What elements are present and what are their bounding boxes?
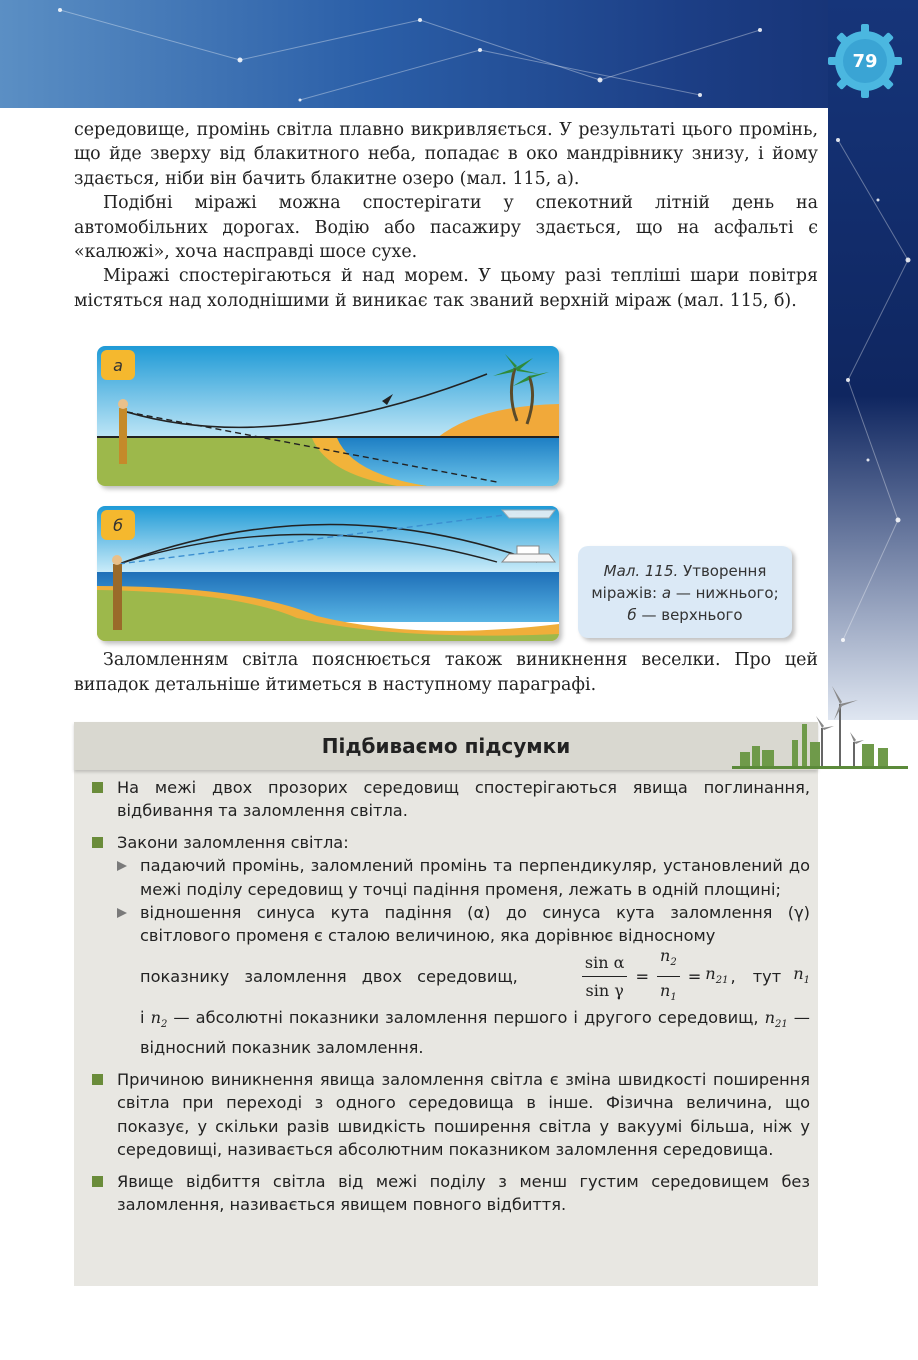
- figure-lower-mirage: [97, 346, 559, 486]
- summary-list: [90, 776, 810, 1224]
- top-banner: [0, 0, 918, 108]
- upper-mirage-illustration: [97, 506, 559, 641]
- body-text-continued: [74, 648, 818, 698]
- constellation-decoration: [0, 0, 918, 108]
- refraction-formula: показнику заломлення двох середовищ, $\frac{\text{sin α}}{\text{sin γ}}$ = $\frac{n_2}{n_1}$ = $n_{21}$ , тут $n_1$: [140, 948, 810, 1006]
- paragraph: середовище, промінь світла плавно викривляється. У результаті цього промінь, що йде зверху від блакитного неба, попадає в око мандрівнику знизу, і йому здається, ніби він бачить блакитне озеро (мал. 115, а).: [74, 120, 818, 189]
- summary-item: На межі двох прозорих середовищ спостерігаються явища поглинання, відбивання та заломлення світла.: [90, 776, 810, 823]
- summary-item: Закони заломлення світла:: [90, 831, 810, 854]
- figure-caption: [578, 546, 792, 638]
- summary-subitem: падаючий промінь, заломлений промінь та перпендикуляр, установлений до межі поділу середовищ у точці падіння променя, лежать в одній площині;: [90, 854, 810, 901]
- paragraph: Подібні міражі можна спостерігати у спекотний літній день на автомобільних дорогах. Водію або пасажиру здається, що на асфальті є «калюжі», хоча насправді шосе сухе.: [74, 193, 818, 263]
- caption-line-3: б — верхнього: [627, 606, 743, 624]
- caption-line-1: Мал. 115. Утворення: [603, 562, 767, 580]
- caption-line-2: міражів: а — нижнього;: [591, 584, 779, 602]
- lower-mirage-illustration: [97, 346, 559, 486]
- summary-item: Причиною виникнення явища заломлення світла є зміна швидкості поширення світла при переході з одного середовища в інше. Фізична величина, що показує, у скільки разів швидкість поширення світла у вакуумі більша, ніж у середовищі, називається абсолютним показником заломлення середовища.: [90, 1068, 810, 1162]
- page-number: 79: [852, 50, 878, 72]
- summary-section: [74, 722, 818, 1286]
- figure-upper-mirage: [97, 506, 559, 641]
- body-text: [74, 108, 818, 313]
- figure-label-b: б: [101, 510, 135, 540]
- formula-sin-ratio: $\frac{\text{sin α}}{\text{sin γ}}$: [582, 951, 628, 1003]
- paragraph: Заломленням світла пояснюється також виникнення веселки. Про цей випадок детальніше йтиметься в наступному параграфі.: [74, 650, 818, 695]
- paragraph: Міражі спостерігаються й над морем. У цьому разі тепліші шари повітря містяться над холоднішими й виникає так званий верхній міраж (мал. 115, б).: [74, 266, 818, 311]
- constellation-decoration: [828, 0, 918, 720]
- summary-subitem: відношення синуса кута падіння (α) до синуса кута заломлення (γ) світлового променя є сталою величиною, яка дорівнює відносному показнику заломлення двох середовищ, $\frac{\text{sin α}}{\text{sin γ}}$ = $\frac{n_2}{n_1}$ = $n_{21}$ , тут $n_1$ і $n_2$ — абсолютні показники заломлення першого і другого середовищ, $n_{21}$ — відносний показник заломлення.: [90, 901, 810, 1060]
- right-decorative-band: [828, 0, 918, 720]
- summary-title: Підбиваємо підсумки: [74, 722, 818, 770]
- wind-turbine-city-illustration: [732, 684, 908, 770]
- summary-item: Явище відбиття світла від межі поділу з менш густим середовищем без заломлення, називається явищем повного відбиття.: [90, 1170, 810, 1217]
- formula-n-ratio: $\frac{n_2}{n_1}$: [657, 944, 680, 1010]
- figure-label-a: а: [101, 350, 135, 380]
